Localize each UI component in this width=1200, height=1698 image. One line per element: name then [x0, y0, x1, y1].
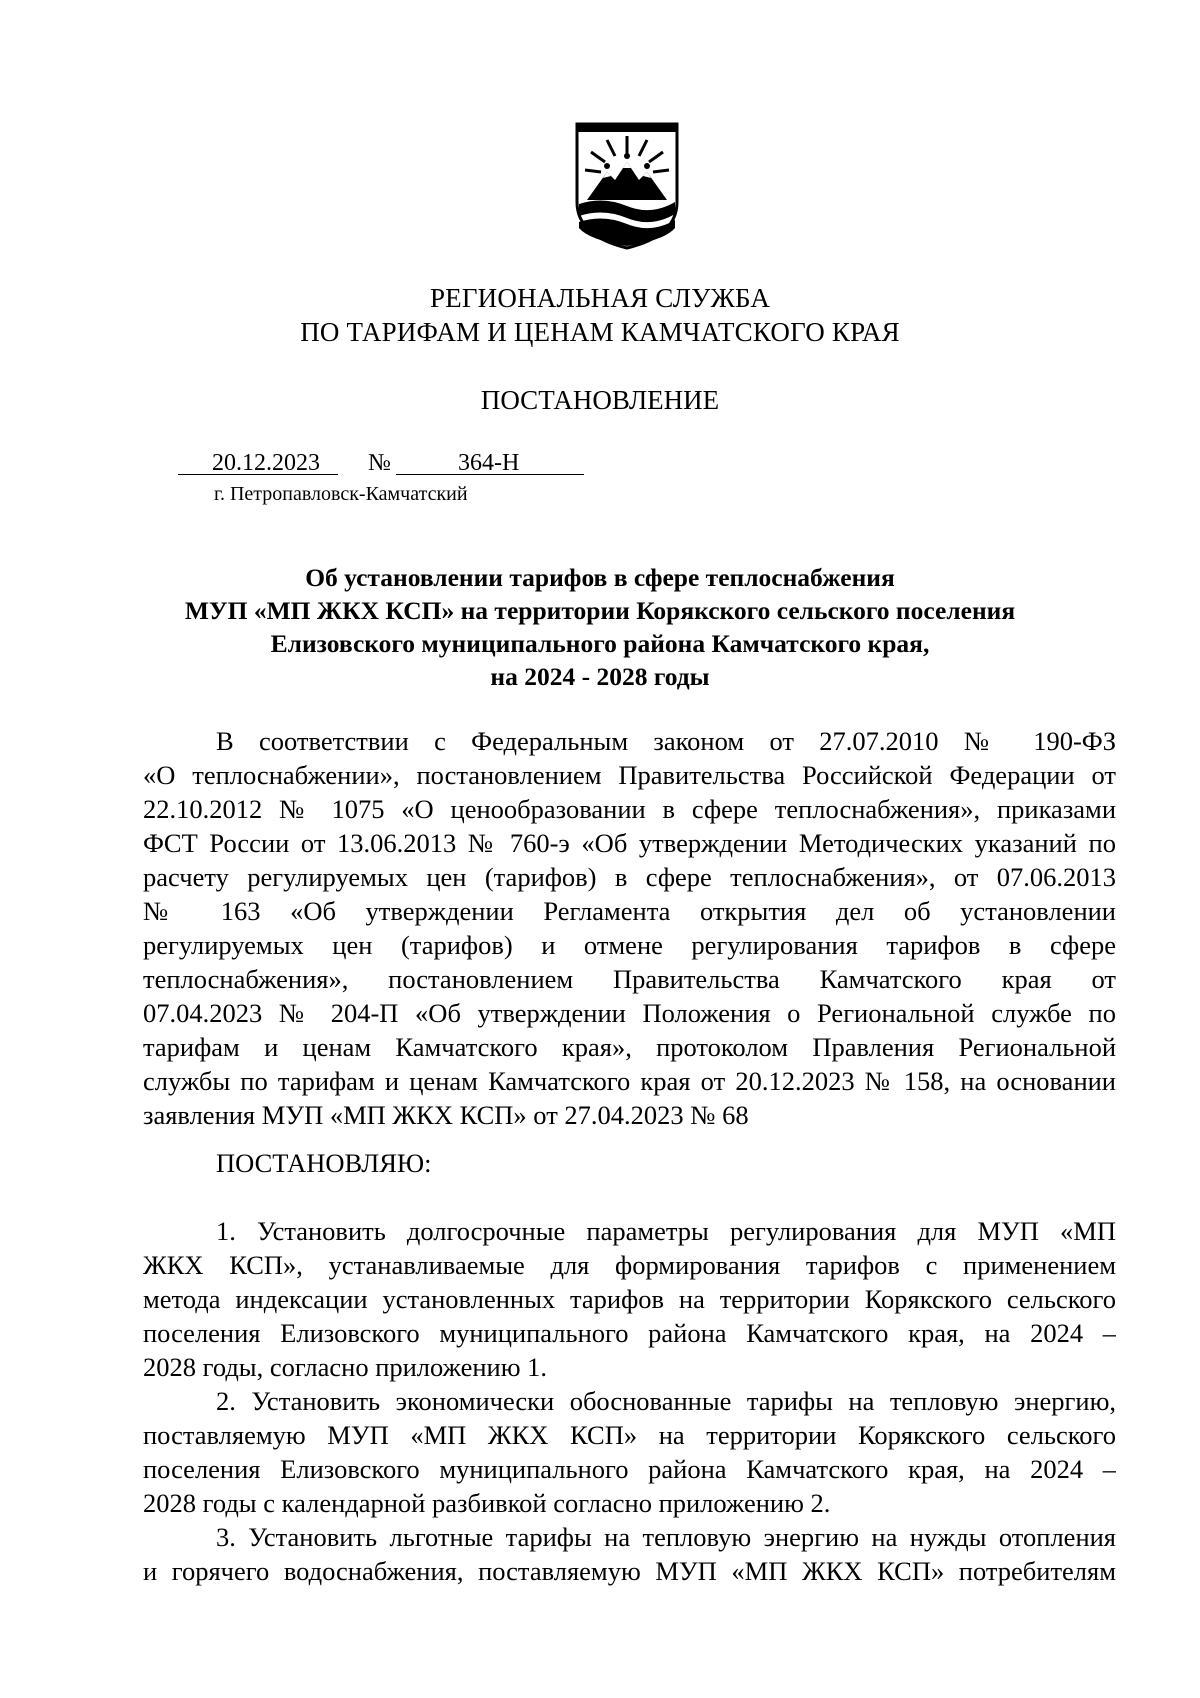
title-line-1: Об установлении тарифов в сфере теплоснабжения	[305, 563, 895, 592]
registration-line	[178, 449, 584, 477]
item-1-line: метода индексации установленных тарифов на территории Корякского сельского	[143, 1284, 1116, 1314]
preamble-line: В соответствии с Федеральным законом от 27.07.2010 № 190-ФЗ	[216, 726, 1116, 756]
title-line-2: МУП «МП ЖКХ КСП» на территории Корякского сельского поселения	[184, 596, 1016, 625]
item-2-line: поселения Елизовского муниципального района Камчатского края, на 2024 –	[143, 1454, 1116, 1484]
item-3-line: 3. Установить льготные тарифы на тепловую энергию на нужды отопления	[216, 1522, 1116, 1552]
preamble-line: 07.04.2023 № 204-П «Об утверждении Положения о Региональной службе по	[143, 998, 1116, 1028]
preamble-line: ФСТ России от 13.06.2013 № 760-э «Об утверждении Методических указаний по	[143, 828, 1116, 858]
preamble-line: регулируемых цен (тарифов) и отмене регулирования тарифов в сфере	[143, 930, 1116, 960]
decree-word: ПОСТАНОВЛЯЮ:	[216, 1148, 432, 1178]
item-1-line: 2028 годы, согласно приложению 1.	[143, 1352, 548, 1382]
preamble-line: тарифам и ценам Камчатского края», протоколом Правления Региональной	[143, 1032, 1116, 1062]
title-line-3: Елизовского муниципального района Камчатского края,	[270, 629, 930, 658]
document-date: 20.12.2023	[212, 450, 320, 476]
organization-name-line-2: ПО ТАРИФАМ И ЦЕНАМ КАМЧАТСКОГО КРАЯ	[300, 317, 900, 347]
item-1-line: 1. Установить долгосрочные параметры регулирования для МУП «МП	[216, 1216, 1116, 1246]
item-2-line: поставляемую МУП «МП ЖКХ КСП» на территории Корякского сельского	[143, 1420, 1116, 1450]
title-line-4: на 2024 - 2028 годы	[490, 662, 710, 691]
item-2-line: 2. Установить экономически обоснованные тарифы на тепловую энергию,	[216, 1386, 1116, 1416]
document-type: ПОСТАНОВЛЕНИЕ	[480, 385, 720, 415]
document-number: 364-Н	[458, 450, 520, 476]
item-3-line: и горячего водоснабжения, поставляемую МУП «МП ЖКХ КСП» потребителям	[143, 1556, 1116, 1586]
kamchatka-coat-of-arms-icon	[573, 118, 681, 250]
item-1-line: поселения Елизовского муниципального района Камчатского края, на 2024 –	[143, 1318, 1116, 1348]
preamble-line: расчету регулируемых цен (тарифов) в сфере теплоснабжения», от 07.06.2013	[143, 862, 1116, 892]
item-1-line: ЖКХ КСП», устанавливаемые для формирования тарифов с применением	[143, 1250, 1116, 1280]
preamble-line: теплоснабжения», постановлением Правительства Камчатского края от	[143, 964, 1116, 994]
organization-name-line-1: РЕГИОНАЛЬНАЯ СЛУЖБА	[429, 283, 771, 313]
preamble-line: «О теплоснабжении», постановлением Правительства Российской Федерации от	[143, 760, 1116, 790]
document-city: г. Петропавловск-Камчатский	[214, 483, 468, 505]
preamble-line: № 163 «Об утверждении Регламента открытия дел об установлении	[143, 896, 1116, 926]
preamble-line: 22.10.2012 № 1075 «О ценообразовании в сфере теплоснабжения», приказами	[143, 794, 1116, 824]
preamble-line: заявления МУП «МП ЖКХ КСП» от 27.04.2023 № 68	[143, 1100, 749, 1130]
preamble-line: службы по тарифам и ценам Камчатского края от 20.12.2023 № 158, на основании	[143, 1066, 1116, 1096]
item-2-line: 2028 годы с календарной разбивкой согласно приложению 2.	[143, 1488, 831, 1518]
number-sign: №	[368, 450, 391, 476]
